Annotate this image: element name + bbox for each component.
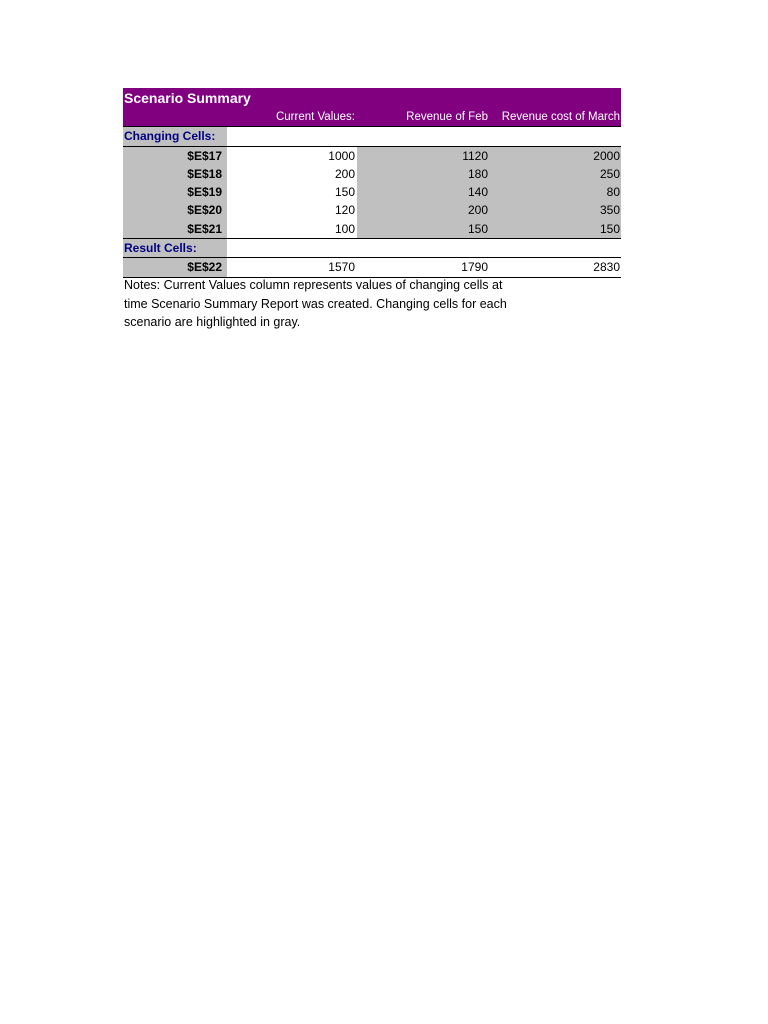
current-value: 120: [334, 203, 355, 218]
revenue-feb-value: 200: [357, 201, 490, 219]
current-value: 1000: [328, 148, 355, 163]
row-label: $E$21: [123, 220, 227, 238]
header-revenue-feb: Revenue of Feb: [406, 111, 488, 123]
header-row: [123, 108, 621, 127]
blank-cell: [357, 127, 490, 145]
table-row: [123, 147, 621, 165]
header-blank: [123, 108, 227, 126]
result-cells-section-row: [123, 238, 621, 257]
current-value: 150: [334, 185, 355, 200]
revenue-march-value: 2000: [490, 147, 621, 165]
revenue-feb-value: 150: [357, 220, 490, 238]
notes-line: scenario are highlighted in gray.: [124, 315, 301, 329]
revenue-feb-value: 140: [357, 183, 490, 201]
revenue-march-value: 150: [490, 220, 621, 238]
revenue-march-value: 350: [490, 201, 621, 219]
row-label: $E$18: [123, 165, 227, 183]
table-row: [123, 258, 621, 276]
blank-cell: [227, 239, 357, 257]
table-row: [123, 220, 621, 238]
scenario-summary-table: [123, 88, 621, 278]
result-cells-label: Result Cells:: [123, 239, 227, 257]
revenue-march-value: 2830: [593, 260, 620, 275]
current-value: 100: [334, 221, 355, 236]
notes-line: time Scenario Summary Report was created. Changing cells for each: [124, 296, 507, 311]
changing-cells-section-row: [123, 127, 621, 145]
notes-line: Notes: Current Values column represents values of changing cells at: [124, 278, 503, 292]
blank-cell: [357, 239, 490, 257]
row-label: $E$19: [123, 183, 227, 201]
blank-cell: [490, 239, 621, 257]
header-revenue-march: Revenue cost of March: [501, 111, 620, 123]
table-row: [123, 201, 621, 219]
current-value: 1570: [328, 260, 355, 275]
revenue-feb-value: 1790: [461, 260, 488, 275]
blank-cell: [227, 127, 357, 145]
row-label: $E$20: [123, 201, 227, 219]
revenue-march-value: 250: [490, 165, 621, 183]
changing-cells-label: Changing Cells:: [123, 127, 227, 145]
row-label: $E$22: [123, 258, 227, 276]
blank-cell: [490, 127, 621, 145]
header-current-values: Current Values:: [275, 111, 355, 123]
table-row: [123, 165, 621, 183]
table-row: [123, 183, 621, 201]
summary-title: Scenario Summary: [124, 90, 251, 106]
revenue-feb-value: 1120: [357, 147, 490, 165]
revenue-march-value: 80: [490, 183, 621, 201]
changing-rows: [123, 146, 621, 238]
revenue-feb-value: 180: [357, 165, 490, 183]
notes: [124, 276, 524, 332]
result-rows: [123, 257, 621, 277]
row-label: $E$17: [123, 147, 227, 165]
title-row: [123, 88, 621, 108]
current-value: 200: [334, 166, 355, 181]
